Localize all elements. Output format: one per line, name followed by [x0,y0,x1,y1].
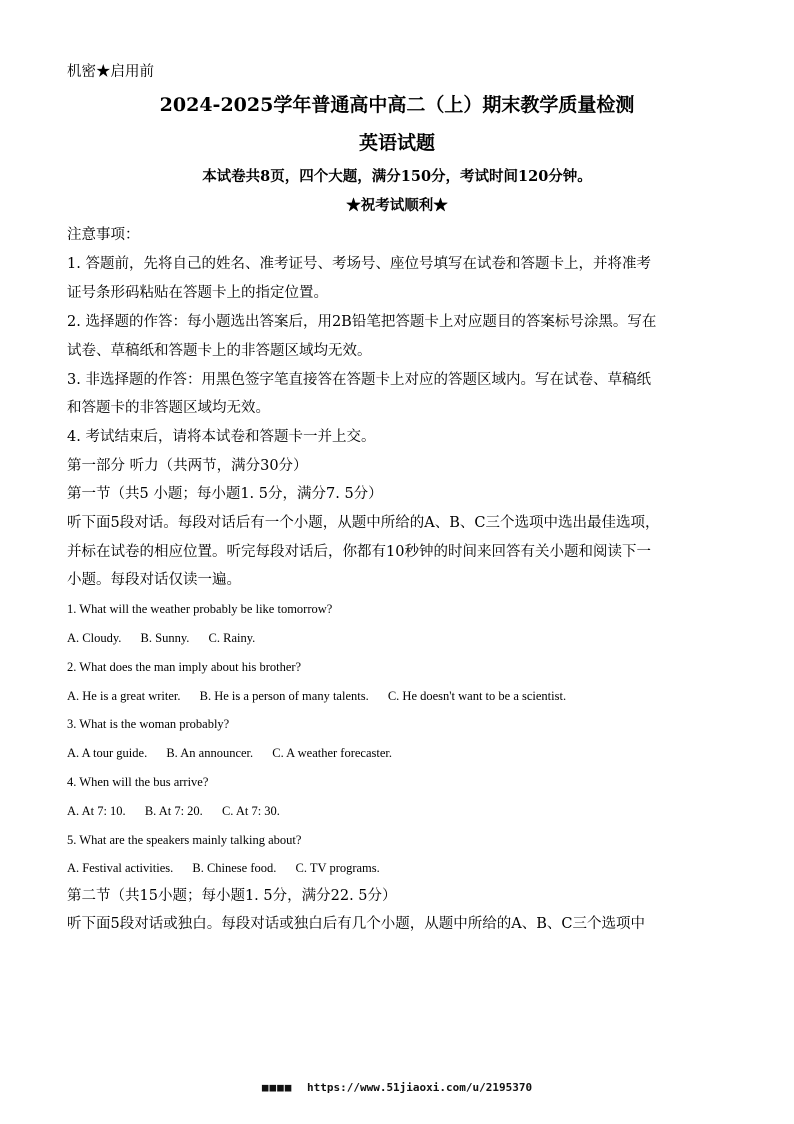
footer-url[interactable]: https://www.51jiaoxi.com/u/2195370 [306,1081,533,1094]
question-4: 4. When will the bus arrive? [67,775,209,789]
option-a: A. Cloudy. [67,631,122,645]
footer-watermark [0,1081,794,1094]
question-1-options [67,628,271,648]
section1-instruction: 听下面5段对话。每段对话后有一个小题，从题中所给的A、B、C三个选项中选出最佳选项， [67,515,660,531]
option-c: C. TV programs. [295,861,380,875]
section1-heading: 第一节（共5 小题；每小题1. 5分，满分7. 5分） [67,486,383,502]
option-b: B. At 7: 20. [144,804,203,818]
option-a: A. Festival activities. [67,861,174,875]
option-c: C. At 7: 30. [221,804,280,818]
note-line: 4. 考试结束后，请将本试卷和答题卡一并上交。 [67,429,376,445]
question-2: 2. What does the man imply about his brother? [67,660,302,674]
option-b: B. Sunny. [140,631,190,645]
notes-heading: 注意事项： [67,227,140,243]
section1-instruction: 并标在试卷的相应位置。听完每段对话后，你都有10秒钟的时间来回答有关小题和阅读下一 [67,544,651,560]
note-line: 3. 非选择题的作答：用黑色签字笔直接答在答题卡上对应的答题区域内。写在试卷、草稿纸 [67,372,651,388]
question-3: 3. What is the woman probably? [67,717,230,731]
question-2-options [67,686,582,706]
question-1: 1. What will the weather probably be like tomorrow? [67,602,333,616]
good-luck-wish: ★祝考试顺利★ [346,197,448,214]
note-line: 证号条形码粘贴在答题卡上的指定位置。 [67,285,328,301]
option-b: B. Chinese food. [192,861,277,875]
question-4-options [67,801,296,821]
confidential-label: 机密★启用前 [67,64,154,80]
option-b: B. He is a person of many talents. [199,689,369,703]
option-c: C. Rainy. [208,631,256,645]
footer-mark: ■■■■ [261,1081,293,1094]
option-b: B. An announcer. [166,746,254,760]
option-c: C. A weather forecaster. [272,746,393,760]
note-line: 1. 答题前，先将自己的姓名、准考证号、考场号、座位号填写在试卷和答题卡上，并将准考 [67,256,651,272]
question-5-options [67,858,396,878]
exam-subtitle: 英语试题 [358,132,435,154]
section2-heading: 第二节（共15小题；每小题1. 5分，满分22. 5分） [67,888,397,904]
section2-instruction: 听下面5段对话或独白。每段对话或独白后有几个小题，从题中所给的A、B、C三个选项中 [67,916,645,932]
part1-heading: 第一部分 听力（共两节，满分30分） [67,458,308,474]
option-a: A. He is a great writer. [67,689,181,703]
option-a: A. A tour guide. [67,746,148,760]
exam-info: 本试卷共8页，四个大题，满分150分，考试时间120分钟。 [202,168,592,185]
exam-title: 2024-2025学年普通高中高二（上）期末教学质量检测 [159,94,635,116]
question-3-options [67,743,408,763]
note-line: 和答题卡的非答题区域均无效。 [67,400,270,416]
note-line: 试卷、草稿纸和答题卡上的非答题区域均无效。 [67,343,372,359]
note-line: 2. 选择题的作答：每小题选出答案后，用2B铅笔把答题卡上对应题目的答案标号涂黑。写在 [67,314,657,330]
option-a: A. At 7: 10. [67,804,126,818]
section1-instruction: 小题。每段对话仅读一遍。 [67,572,241,588]
question-5: 5. What are the speakers mainly talking about? [67,833,302,847]
option-c: C. He doesn't want to be a scientist. [387,689,567,703]
